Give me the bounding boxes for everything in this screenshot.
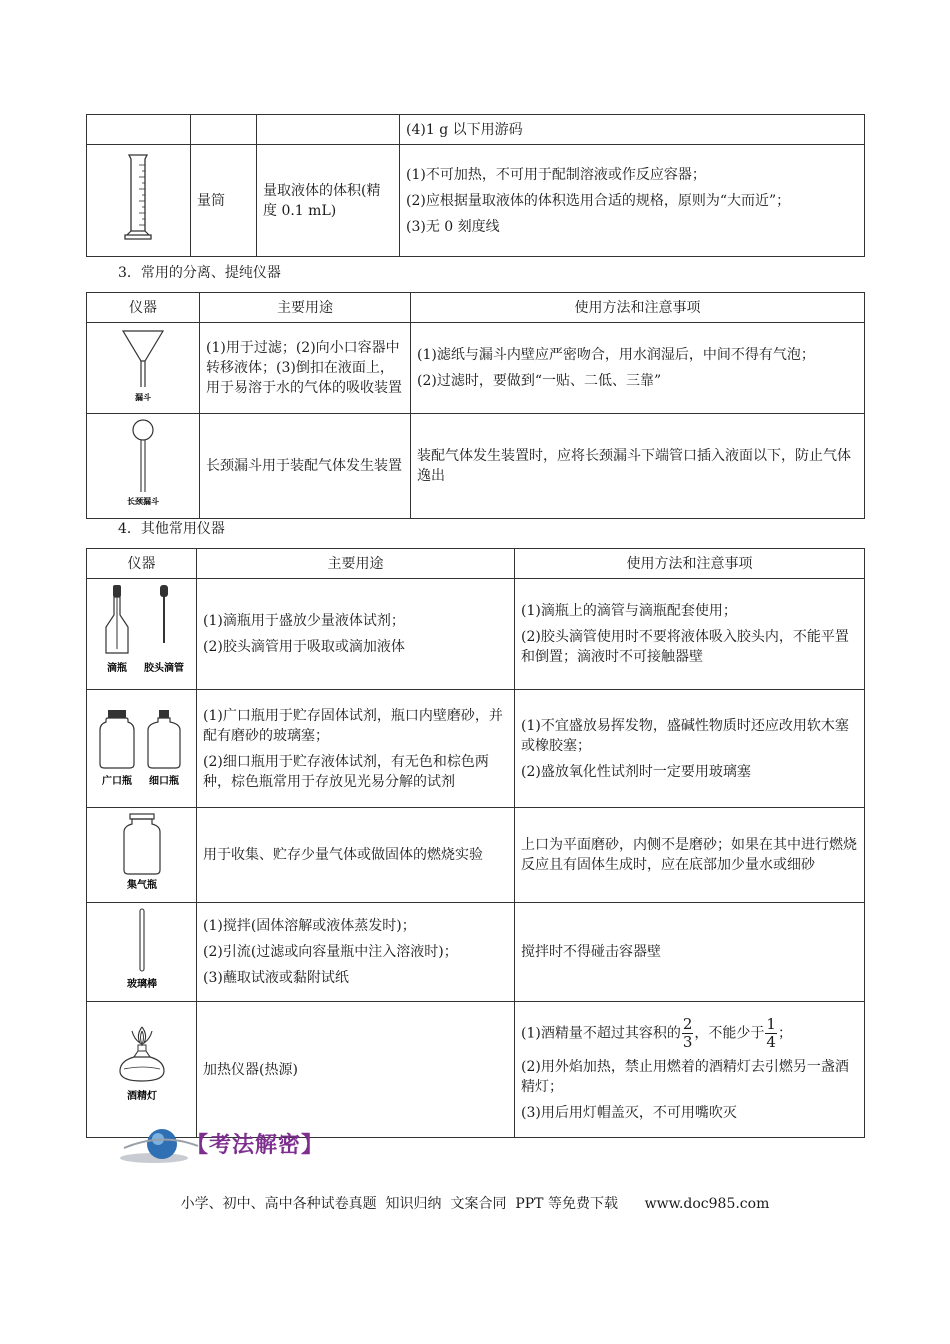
long-neck-funnel-notes: 装配气体发生装置时，应将长颈漏斗下端管口插入液面以下，防止气体逸出 bbox=[411, 414, 865, 519]
table-row bbox=[87, 1002, 865, 1138]
header-use: 主要用途 bbox=[197, 549, 515, 579]
alcohol-lamp-use: 加热仪器(热源) bbox=[197, 1002, 515, 1138]
alcohol-lamp-notes: (1)酒精量不超过其容积的 $\frac{2}{3}$ ，不能少于 $\frac{1}{4}$ ； (2)用外焰加热，禁止用燃着的酒精灯去引燃另一盏酒精灯； (3)用后用灯帽盖灭，不可用嘴吹灭 bbox=[515, 1002, 865, 1138]
empty-cell bbox=[87, 115, 191, 145]
long-neck-funnel-icon bbox=[108, 416, 178, 510]
header-notes: 使用方法和注意事项 bbox=[515, 549, 865, 579]
table-header-row bbox=[87, 549, 865, 579]
page-footer: 小学、初中、高中各种试卷真题 知识归纳 文案合同 PPT 等免费下载 www.doc985.com bbox=[180, 1196, 770, 1212]
empty-cell bbox=[191, 115, 257, 145]
note-cell: (4)1 g 以下用游码 bbox=[400, 115, 865, 145]
table-header-row bbox=[87, 293, 865, 323]
table-row bbox=[87, 808, 865, 903]
fraction-one-quarter: $\frac{1}{4}$ bbox=[766, 1015, 776, 1051]
long-neck-funnel-use: 长颈漏斗用于装配气体发生装置 bbox=[200, 414, 411, 519]
narrow-mouth-bottle-label: 细口瓶 bbox=[148, 775, 179, 787]
funnel-use: (1)用于过滤；(2)向小口容器中转移液体；(3)倒扣在液面上，用于易溶于水的气体的吸收装置 bbox=[200, 323, 411, 414]
instrument-use: 量取液体的体积(精度 0.1 mL) bbox=[257, 145, 400, 257]
reagent-bottles-notes: (1)不宜盛放易挥发物，盛碱性物质时还应改用软木塞或橡胶塞； (2)盛放氧化性试剂时一定要用玻璃塞 bbox=[515, 690, 865, 808]
dropper-bottle-icon bbox=[92, 581, 192, 681]
reagent-bottles-icon bbox=[92, 698, 192, 794]
alcohol-lamp-icon bbox=[102, 1017, 182, 1117]
reagent-bottles-use: (1)广口瓶用于贮存固体试剂，瓶口内壁磨砂，并配有磨砂的玻璃塞； (2)细口瓶用于贮存液体试剂，有无色和棕色两种，棕色瓶常用于存放见光易分解的试剂 bbox=[197, 690, 515, 808]
dropper-use: (1)滴瓶用于盛放少量液体试剂； (2)胶头滴管用于吸取或滴加液体 bbox=[197, 579, 515, 690]
alcohol-lamp-note-1: (1)酒精量不超过其容积的 $\frac{2}{3}$ ，不能少于 $\frac{1}{4}$ ； bbox=[521, 1015, 792, 1051]
glass-rod-icon bbox=[102, 905, 182, 993]
dropper-notes: (1)滴瓶上的滴管与滴瓶配套使用； (2)胶头滴管使用时不要将液体吸入胶头内，不能平置和倒置；滴液时不可接触器壁 bbox=[515, 579, 865, 690]
funnel-icon bbox=[113, 325, 173, 405]
alcohol-lamp-label: 酒精灯 bbox=[126, 1090, 157, 1102]
gas-jar-notes: 上口为平面磨砂，内侧不是磨砂；如果在其中进行燃烧反应且有固体生成时，应在底部加少量水或细砂 bbox=[515, 808, 865, 903]
table-separation-instruments bbox=[86, 292, 865, 519]
funnel-label: 漏斗 bbox=[135, 393, 151, 402]
gas-jar-label: 集气瓶 bbox=[126, 880, 157, 891]
fraction-two-thirds: $\frac{2}{3}$ bbox=[682, 1015, 693, 1051]
section-banner-title: 【考法解密】 bbox=[186, 1133, 325, 1158]
glass-rod-label: 玻璃棒 bbox=[126, 979, 157, 990]
long-neck-funnel-image bbox=[87, 414, 200, 519]
glass-rod-use: (1)搅拌(固体溶解或液体蒸发时)； (2)引流(过滤或向容量瓶中注入溶液时)； (3)蘸取试液或黏附试纸 bbox=[197, 903, 515, 1002]
table-measuring-instruments bbox=[86, 114, 865, 257]
table-other-instruments bbox=[86, 548, 865, 1138]
header-notes: 使用方法和注意事项 bbox=[411, 293, 865, 323]
alcohol-lamp-image bbox=[87, 1002, 197, 1138]
gas-jar-use: 用于收集、贮存少量气体或做固体的燃烧实验 bbox=[197, 808, 515, 903]
instrument-notes: (1)不可加热，不可用于配制溶液或作反应容器； (2)应根据量取液体的体积选用合适的规格，原则为“大而近”； (3)无 0 刻度线 bbox=[400, 145, 865, 257]
empty-cell bbox=[257, 115, 400, 145]
graduated-cylinder-image bbox=[87, 145, 191, 257]
table-row bbox=[87, 690, 865, 808]
table-row bbox=[87, 414, 865, 519]
section-3-title: 3．常用的分离、提纯仪器 bbox=[118, 265, 281, 281]
gas-jar-image bbox=[87, 808, 197, 903]
gas-jar-icon bbox=[102, 810, 182, 894]
dropper-image bbox=[87, 579, 197, 690]
table-row bbox=[87, 579, 865, 690]
glass-rod-notes: 搅拌时不得碰击容器壁 bbox=[515, 903, 865, 1002]
glass-rod-image bbox=[87, 903, 197, 1002]
reagent-bottles-image bbox=[87, 690, 197, 808]
dropper-label: 胶头滴管 bbox=[143, 663, 184, 674]
funnel-image bbox=[87, 323, 200, 414]
section-4-title: 4．其他常用仪器 bbox=[118, 521, 225, 537]
wide-mouth-bottle-label: 广口瓶 bbox=[101, 775, 132, 787]
table-row bbox=[87, 115, 865, 145]
table-row bbox=[87, 145, 865, 257]
table-row bbox=[87, 903, 865, 1002]
table-row bbox=[87, 323, 865, 414]
header-instrument: 仪器 bbox=[87, 549, 197, 579]
graduated-cylinder-icon bbox=[109, 149, 169, 247]
long-neck-funnel-label: 长颈漏斗 bbox=[127, 497, 159, 506]
header-use: 主要用途 bbox=[200, 293, 411, 323]
instrument-name: 量筒 bbox=[191, 145, 257, 257]
funnel-notes: (1)滤纸与漏斗内壁应严密吻合，用水润湿后，中间不得有气泡； (2)过滤时，要做到“一贴、二低、三靠” bbox=[411, 323, 865, 414]
dropper-bottle-label: 滴瓶 bbox=[106, 663, 127, 674]
header-instrument: 仪器 bbox=[87, 293, 200, 323]
